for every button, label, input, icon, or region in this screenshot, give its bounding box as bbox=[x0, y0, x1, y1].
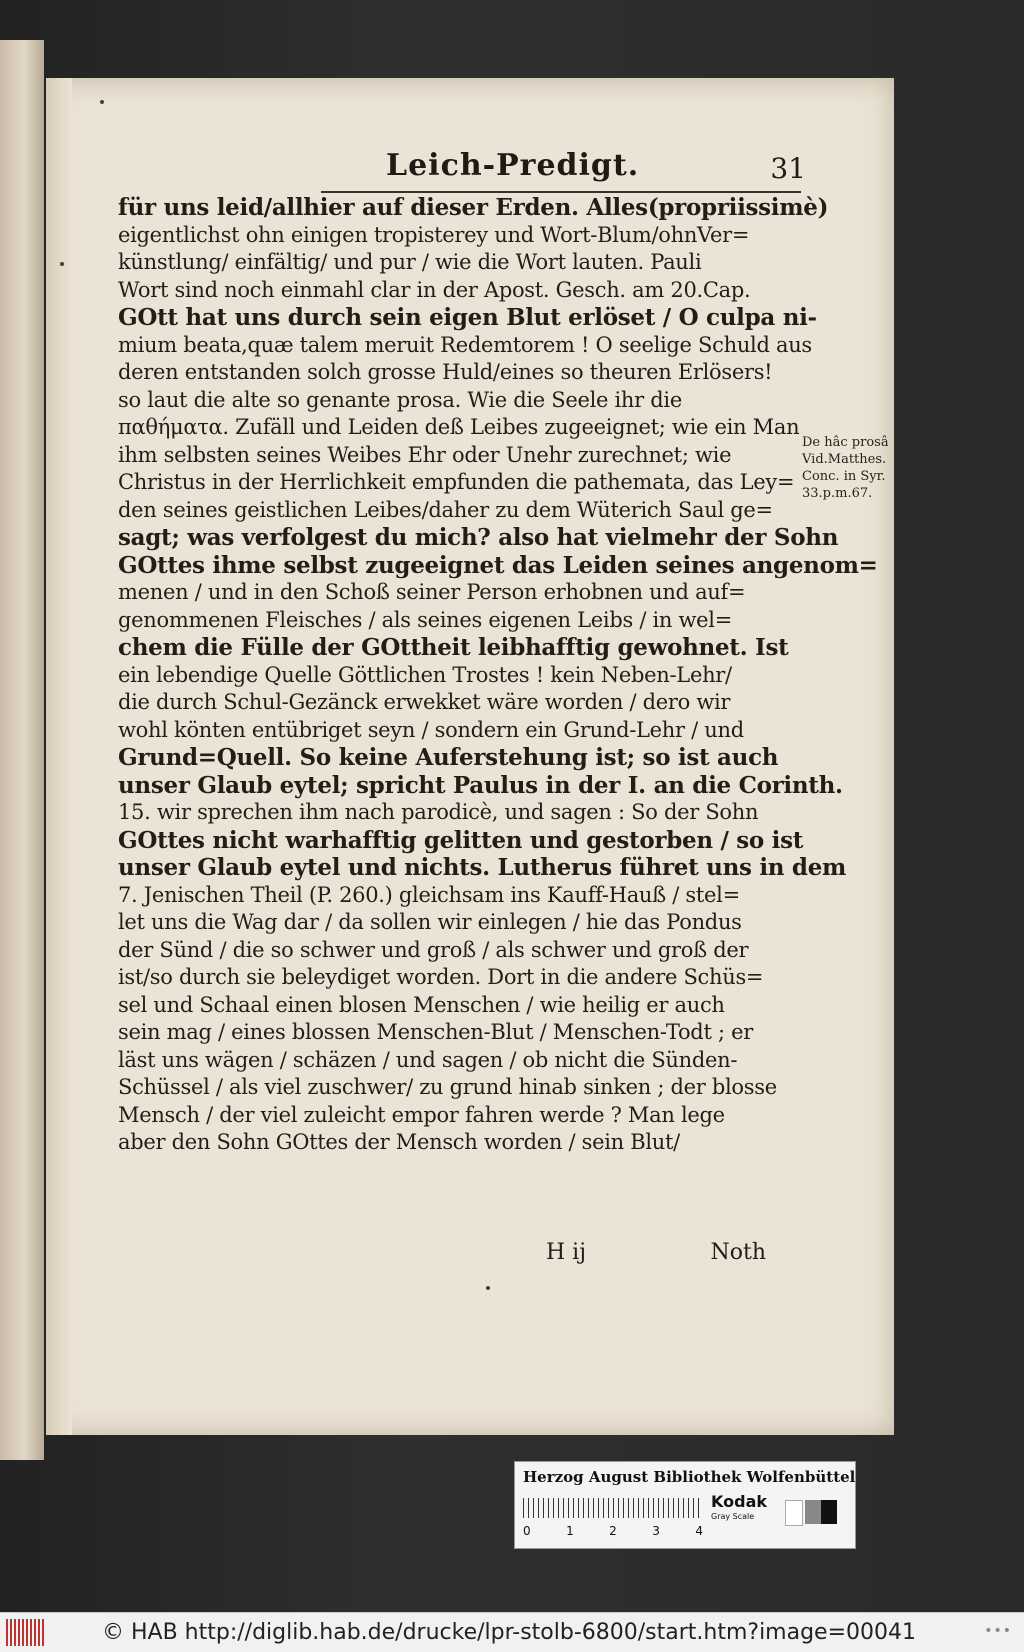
ruler-number: 1 bbox=[566, 1524, 574, 1538]
text-line: so laut die alte so genante prosa. Wie die Seele ihr die bbox=[118, 387, 682, 412]
text-line: künstlung/ einfältig/ und pur / wie die Wort lauten. Pauli bbox=[118, 250, 702, 274]
text-line: für uns leid/allhier auf dieser Erden. Alles(propriissimè) bbox=[118, 194, 829, 221]
text-line: unser Glaub eytel und nichts. Lutherus führet uns in dem bbox=[118, 854, 847, 881]
text-line: Schüssel / als viel zuschwer/ zu grund hinab sinken ; der blosse bbox=[118, 1075, 777, 1099]
ruler-scale bbox=[523, 1498, 703, 1518]
text-line: deren entstanden solch grosse Huld/eines so theuren Erlösers! bbox=[118, 360, 773, 384]
text-line: let uns die Wag dar / da sollen wir einlegen / hie das Pondus bbox=[118, 910, 742, 934]
margin-note-line: Conc. in Syr. bbox=[802, 469, 886, 484]
text-line: GOtt hat uns durch sein eigen Blut erlöset / O culpa ni- bbox=[118, 304, 817, 331]
text-line: 7. Jenischen Theil (P. 260.) gleichsam ins Kauff-Hauß / stel= bbox=[118, 882, 740, 907]
margin-note-line: De hâc prosâ bbox=[802, 435, 889, 450]
hab-logo-icon bbox=[6, 1619, 46, 1646]
gray-swatch bbox=[785, 1500, 803, 1526]
more-options-icon[interactable]: ••• bbox=[984, 1623, 1012, 1639]
paper-speck bbox=[60, 262, 64, 266]
ruler-number: 3 bbox=[652, 1524, 660, 1538]
text-line: GOttes nicht warhafftig gelitten und gestorben / so ist bbox=[118, 826, 804, 854]
margin-note-line: 33.p.m.67. bbox=[802, 486, 873, 501]
ruler-number: 2 bbox=[609, 1524, 617, 1538]
text-line: wohl könten entübriget seyn / sondern ein Grund-Lehr / und bbox=[118, 717, 744, 742]
header-title: Leich-Predigt. bbox=[386, 148, 640, 183]
text-line: menen / und in den Schoß seiner Person erhobnen und auf= bbox=[118, 580, 746, 604]
catchword: Noth bbox=[710, 1240, 766, 1265]
paper-speck bbox=[486, 1286, 490, 1290]
text-line: der Sünd / die so schwer und groß / als schwer und groß der bbox=[118, 937, 749, 962]
text-line: Wort sind noch einmahl clar in der Apost. Gesch. am 20.Cap. bbox=[118, 277, 751, 302]
page-gutter bbox=[46, 78, 72, 1435]
text-line: chem die Fülle der GOttheit leibhafftig gewohnet. Ist bbox=[118, 634, 789, 661]
color-target bbox=[514, 1461, 856, 1549]
header-rule bbox=[321, 191, 801, 193]
text-line: sel und Schaal einen blosen Menschen / wie heilig er auch bbox=[118, 992, 725, 1017]
text-line: 15. wir sprechen ihm nach parodicè, und sagen : So der Sohn bbox=[118, 800, 759, 824]
viewer-statusbar bbox=[0, 1612, 1024, 1652]
text-line: unser Glaub eytel; spricht Paulus in der I. an die Corinth. bbox=[118, 771, 843, 799]
text-line: genommenen Fleisches / als seines eigenen Leibs / in wel= bbox=[118, 607, 733, 632]
page-number: 31 bbox=[770, 152, 806, 185]
source-url-link[interactable]: © HAB http://diglib.hab.de/drucke/lpr-stolb-6800/start.htm?image=00041 bbox=[102, 1620, 917, 1645]
text-line: sein mag / eines blossen Menschen-Blut / Menschen-Todt ; er bbox=[118, 1020, 753, 1044]
paper-speck bbox=[100, 100, 104, 104]
text-line: ist/so durch sie beleydiget worden. Dort in die andere Schüs= bbox=[118, 965, 764, 989]
signature-mark: H ij bbox=[546, 1240, 587, 1265]
running-header bbox=[316, 148, 806, 188]
text-line: den seines geistlichen Leibes/daher zu dem Wüterich Saul ge= bbox=[118, 497, 773, 522]
text-line: aber den Sohn GOttes der Mensch worden / sein Blut/ bbox=[118, 1130, 680, 1154]
text-line: Grund=Quell. So keine Auferstehung ist; so ist auch bbox=[118, 744, 779, 771]
gray-scale-label: Gray Scale bbox=[711, 1512, 755, 1521]
ruler-number: 4 bbox=[695, 1524, 703, 1538]
ruler-number: 0 bbox=[523, 1524, 531, 1538]
text-line: GOttes ihme selbst zugeeignet das Leiden seines angenom= bbox=[118, 551, 878, 579]
text-line: Mensch / der viel zuleicht empor fahren werde ? Man lege bbox=[118, 1102, 725, 1127]
text-line: mium beata,quæ talem meruit Redemtorem ! O seelige Schuld aus bbox=[118, 332, 812, 357]
text-line: παθήματα. Zufäll und Leiden deß Leibes zugeeignet; wie ein Man bbox=[118, 415, 800, 439]
ruler-numbers bbox=[523, 1524, 703, 1538]
text-line: die durch Schul-Gezänck erwekket wäre worden / dero wir bbox=[118, 690, 731, 714]
library-label: Herzog August Bibliothek Wolfenbüttel bbox=[523, 1468, 856, 1486]
book-page bbox=[46, 78, 894, 1435]
gray-swatch bbox=[821, 1500, 837, 1524]
kodak-logo: Kodak bbox=[711, 1492, 767, 1511]
margin-note-line: Vid.Matthes. bbox=[802, 452, 887, 467]
text-line: ein lebendige Quelle Göttlichen Trostes ! kein Neben-Lehr/ bbox=[118, 662, 732, 687]
text-line: ihm selbsten seines Weibes Ehr oder Unehr zurechnet; wie bbox=[118, 442, 732, 467]
text-line: eigentlichst ohn einigen tropisterey und Wort-Blum/ohnVer= bbox=[118, 222, 750, 247]
margin-note bbox=[802, 434, 894, 502]
gray-swatch bbox=[805, 1500, 821, 1524]
text-line: läst uns wägen / schäzen / und sagen / ob nicht die Sünden- bbox=[118, 1047, 738, 1072]
text-line: Christus in der Herrlichkeit empfunden die pathemata, das Ley= bbox=[118, 470, 795, 494]
previous-page-edge bbox=[0, 40, 44, 1460]
text-line: sagt; was verfolgest du mich? also hat vielmehr der Sohn bbox=[118, 524, 839, 551]
